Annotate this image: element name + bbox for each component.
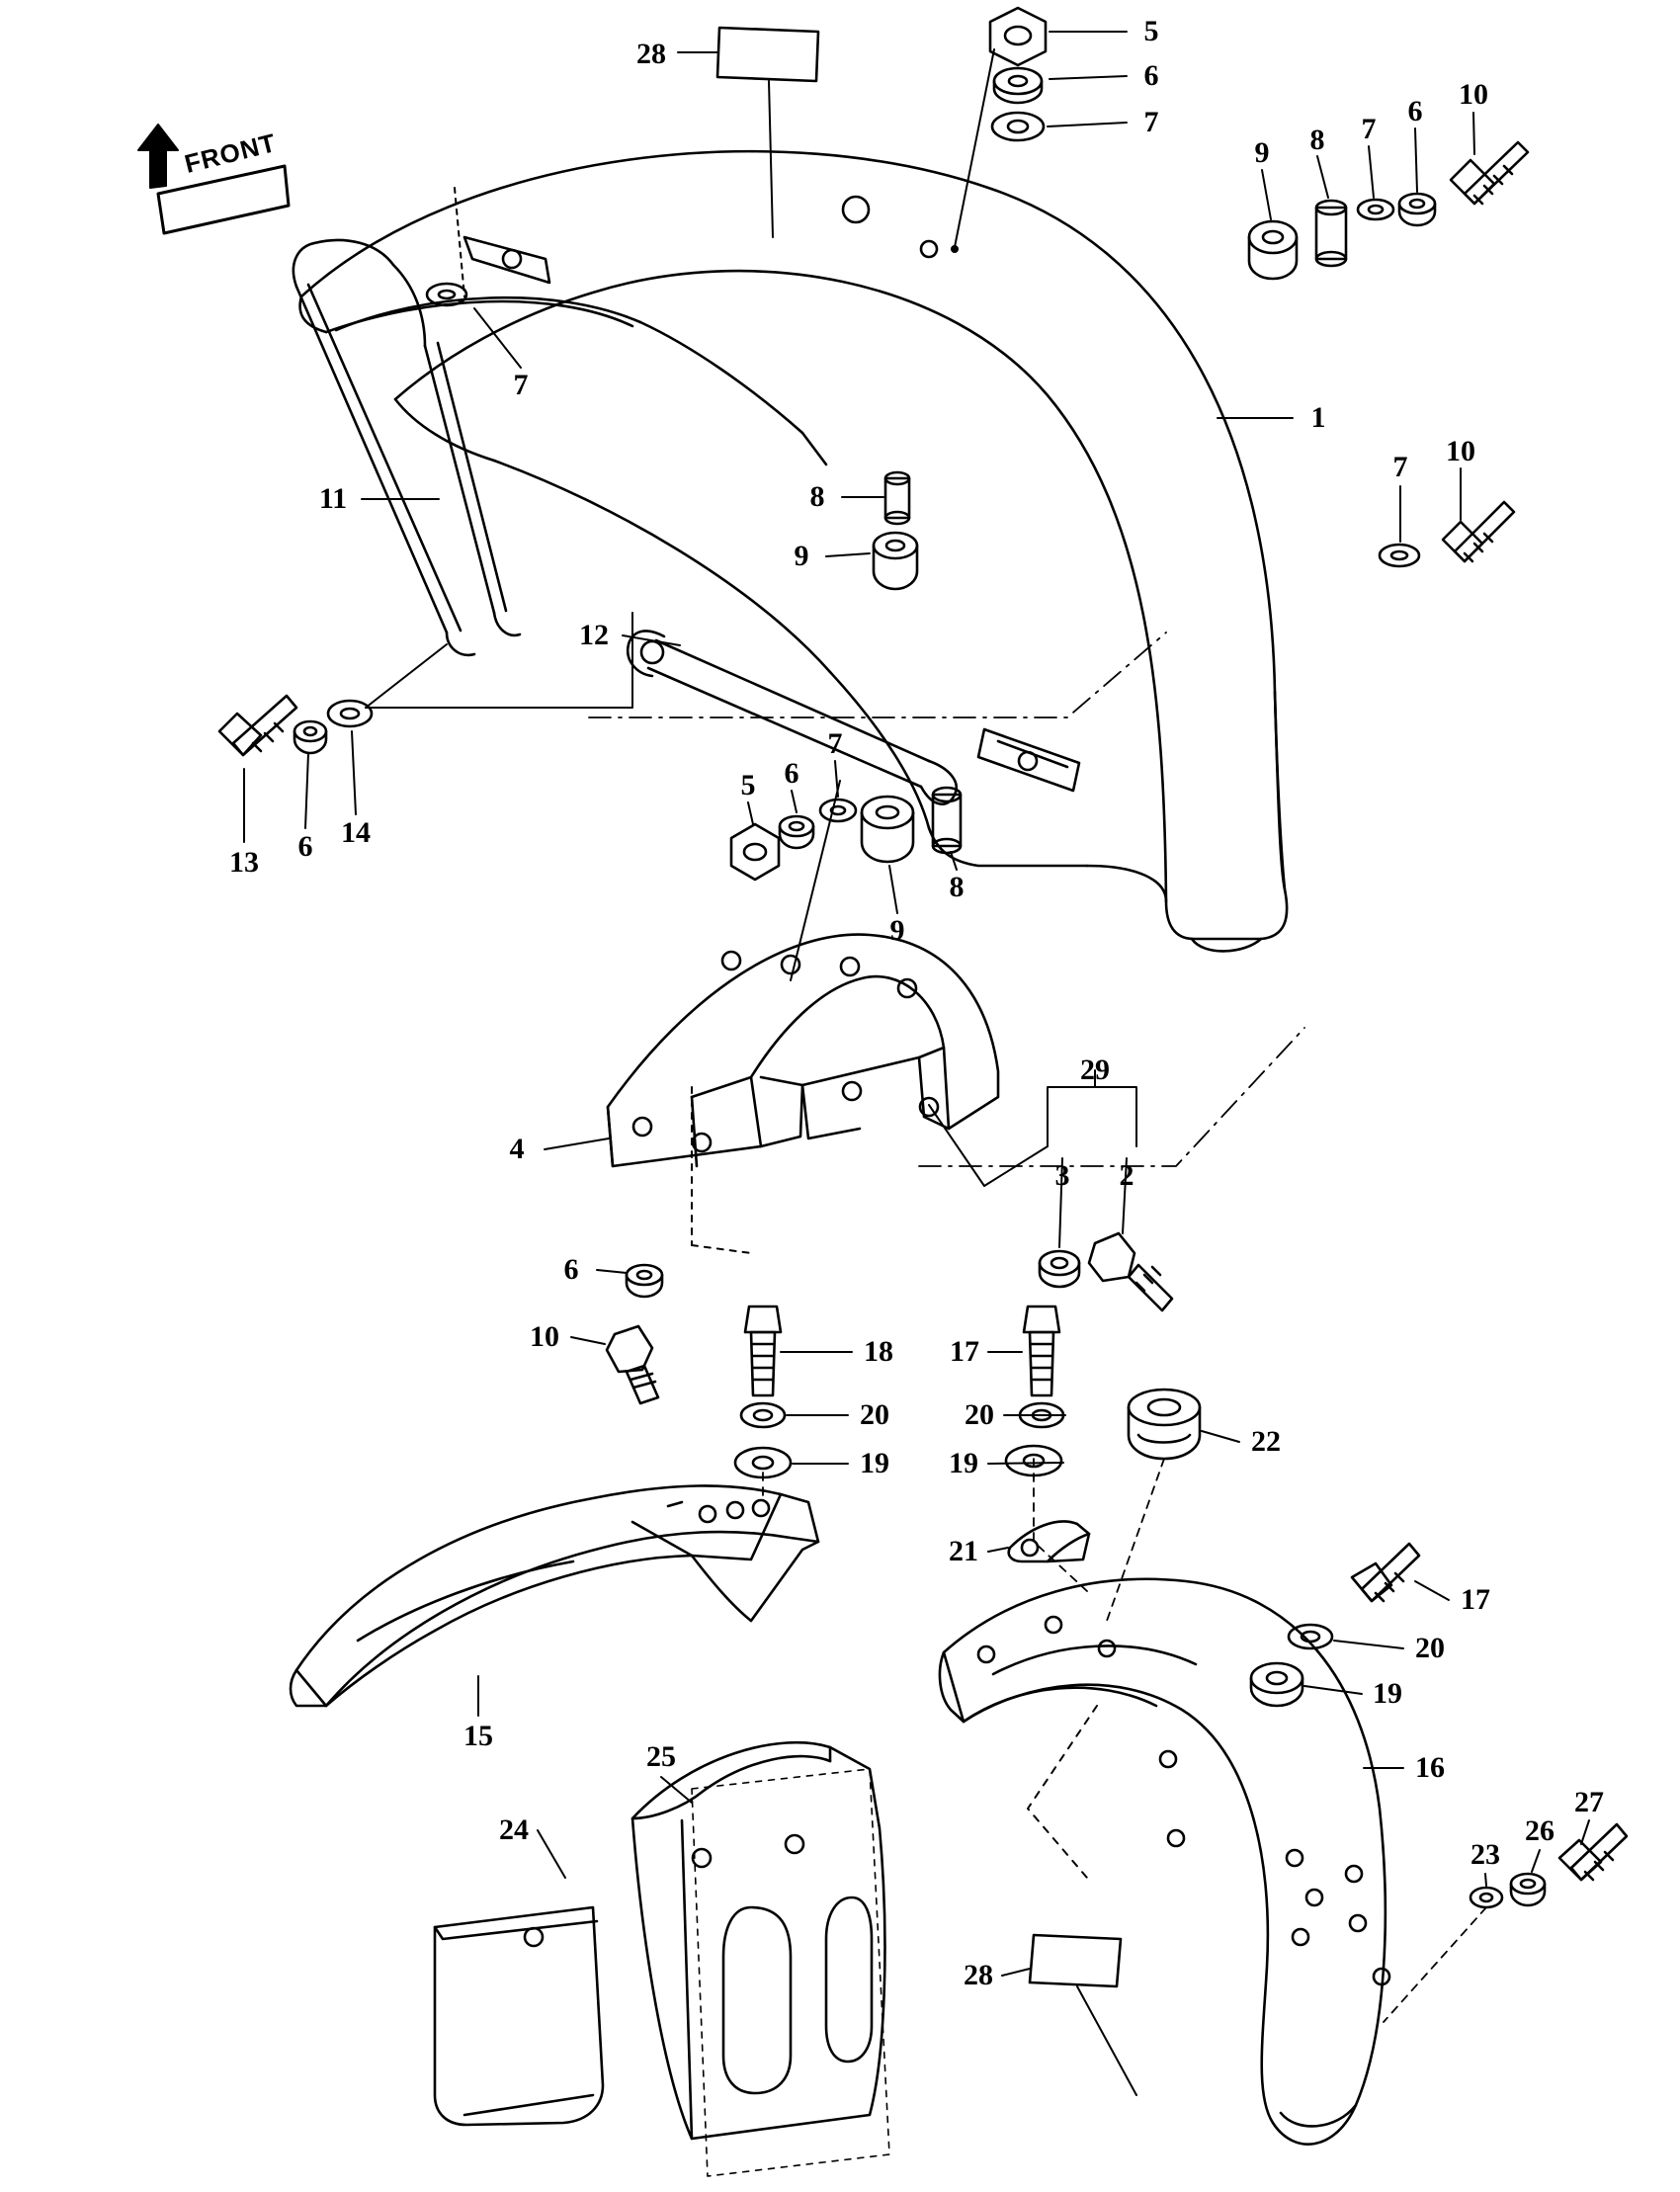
part-7-washer-top bbox=[992, 113, 1044, 140]
part-10-bolt-right-mid bbox=[1443, 502, 1514, 561]
part-4-fender-bracket bbox=[608, 935, 998, 1253]
part-27-bolt bbox=[1559, 1824, 1627, 1880]
callout-number: 27 bbox=[1574, 1786, 1604, 1818]
part-18-bolt bbox=[745, 1307, 781, 1395]
callout-number: 4 bbox=[509, 1133, 525, 1165]
callout-number: 13 bbox=[229, 846, 259, 879]
callout-number: 17 bbox=[1461, 1583, 1490, 1616]
callout-number: 5 bbox=[1143, 15, 1159, 47]
callout-number: 7 bbox=[1361, 113, 1377, 145]
callout-number: 6 bbox=[297, 830, 313, 863]
callout-number: 15 bbox=[463, 1720, 493, 1752]
callout-number: 8 bbox=[1309, 124, 1325, 156]
part-10-bolt-lower-left bbox=[607, 1326, 658, 1403]
callout-number: 6 bbox=[784, 757, 799, 790]
part-6-washer-top bbox=[994, 68, 1042, 103]
part-15-fender-section bbox=[291, 1485, 818, 1706]
part-23-washer bbox=[1470, 1888, 1502, 1907]
part-10-bolt-topright bbox=[1451, 142, 1528, 204]
callout-number: 9 bbox=[1254, 136, 1270, 169]
callout-number: 7 bbox=[1143, 106, 1159, 138]
callout-number: 14 bbox=[341, 816, 371, 849]
part-19-washer-right bbox=[1251, 1663, 1302, 1706]
part-3-washer bbox=[1040, 1251, 1079, 1287]
callout-number: 3 bbox=[1054, 1159, 1070, 1192]
front-label bbox=[158, 117, 287, 194]
callout-number: 20 bbox=[965, 1398, 994, 1431]
part-11-fender-stay bbox=[294, 188, 520, 655]
callout-number: 6 bbox=[563, 1253, 579, 1286]
callout-number: 12 bbox=[579, 619, 609, 651]
callout-number: 7 bbox=[1392, 451, 1408, 483]
callout-number: 25 bbox=[646, 1740, 676, 1773]
part-28-decal-top bbox=[717, 28, 818, 81]
part-6-washer-lower-left bbox=[627, 1265, 662, 1297]
callout-number: 28 bbox=[636, 38, 666, 70]
part-22-grommet bbox=[1129, 1390, 1200, 1459]
part-9-collar-topright bbox=[1249, 221, 1297, 279]
callout-number: 10 bbox=[1459, 78, 1488, 111]
callout-number: 19 bbox=[949, 1447, 978, 1479]
callout-number: 26 bbox=[1525, 1814, 1554, 1847]
callout-number: 18 bbox=[864, 1335, 893, 1368]
callout-number: 28 bbox=[964, 1959, 993, 1991]
callout-number: 16 bbox=[1415, 1751, 1445, 1784]
callout-number: 19 bbox=[1373, 1677, 1402, 1710]
part-17-bolt-centre bbox=[1024, 1307, 1059, 1395]
callout-number: 20 bbox=[1415, 1632, 1445, 1664]
callout-number: 6 bbox=[1407, 95, 1423, 127]
callout-number: 19 bbox=[860, 1447, 889, 1479]
callout-number: 20 bbox=[860, 1398, 889, 1431]
callout-number: 23 bbox=[1470, 1838, 1500, 1871]
part-6-washer-mid bbox=[780, 816, 813, 848]
callout-number: 6 bbox=[1143, 59, 1159, 92]
callout-number: 11 bbox=[318, 482, 348, 515]
callout-number: 10 bbox=[1446, 435, 1475, 467]
part-2-bolt bbox=[1089, 1233, 1172, 1310]
callout-number: 21 bbox=[949, 1535, 978, 1567]
callout-number: 8 bbox=[809, 480, 825, 513]
callout-number: 7 bbox=[827, 727, 843, 760]
part-28-decal-bottom bbox=[1030, 1935, 1121, 1986]
front-label-text: FRONT bbox=[181, 127, 280, 180]
part-9-collar-centre bbox=[874, 533, 917, 589]
part-7-washer-right-mid bbox=[1380, 545, 1419, 566]
part-5-nut-mid bbox=[731, 824, 779, 880]
part-6-washer-topright bbox=[1399, 194, 1435, 225]
part-5-nut-top bbox=[990, 8, 1046, 65]
callout-number: 29 bbox=[1080, 1054, 1110, 1086]
callout-number: 1 bbox=[1310, 401, 1326, 434]
part-13-bolt-left bbox=[219, 696, 296, 755]
part-25-inner-flap bbox=[632, 1742, 889, 2176]
part-7-washer-mid bbox=[820, 800, 856, 821]
part-9-collar-mid bbox=[862, 797, 913, 862]
part-6-washer-left bbox=[294, 721, 326, 753]
part-8-spacer-centre bbox=[885, 472, 909, 524]
part-17-bolt-right bbox=[1352, 1544, 1419, 1601]
part-24-mud-flap bbox=[435, 1907, 603, 2125]
part-26-washer bbox=[1511, 1874, 1545, 1905]
callout-number: 10 bbox=[530, 1320, 559, 1353]
callout-number: 22 bbox=[1251, 1425, 1281, 1458]
part-8-spacer-topright bbox=[1316, 201, 1346, 266]
part-14-washer-left bbox=[328, 701, 372, 726]
callout-number: 24 bbox=[499, 1813, 529, 1846]
callout-number: 9 bbox=[889, 914, 905, 947]
callout-number: 17 bbox=[950, 1335, 979, 1368]
part-20-washer-left bbox=[741, 1403, 785, 1427]
callout-number: 2 bbox=[1119, 1159, 1134, 1192]
part-7-washer-topright bbox=[1358, 200, 1393, 219]
callout-number: 7 bbox=[513, 369, 529, 401]
callout-number: 8 bbox=[949, 871, 965, 903]
part-16-rear-fender bbox=[940, 1579, 1389, 2145]
callout-number: 5 bbox=[740, 769, 756, 801]
callout-number: 9 bbox=[794, 540, 809, 572]
